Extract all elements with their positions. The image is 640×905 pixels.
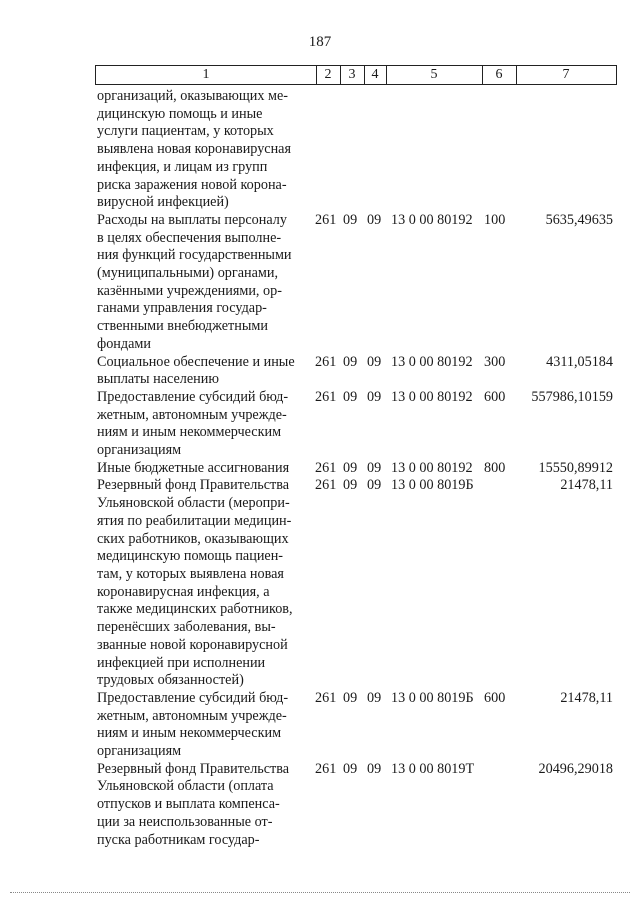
table-row <box>95 460 617 478</box>
row-description <box>95 389 307 460</box>
description-line: организаций, оказывающих ме- <box>97 88 289 104</box>
page-edge-divider <box>10 892 630 893</box>
cell-col-7: 21478,11 <box>560 689 613 706</box>
description-line: там, у которых выявлена новая <box>97 565 284 582</box>
description-line: дицинскую помощь и иные <box>97 105 263 122</box>
description-line: званные новой коронавирусной <box>97 636 288 653</box>
description-line: Резервный фонд Правительства <box>97 760 290 777</box>
description-line: в целях обеспечения выполне- <box>97 229 282 246</box>
table-row <box>95 761 617 850</box>
cell-col-5: 13 0 00 8019Б <box>391 689 474 706</box>
cell-col-7: 15550,89912 <box>538 459 613 476</box>
cell-col-5: 13 0 00 8019Б <box>391 477 474 494</box>
header-col-5: 5 <box>430 67 438 82</box>
description-line: Ульяновской области (оплата <box>97 778 274 795</box>
description-line: Предоставление субсидий бюд- <box>97 388 289 405</box>
cell-col-3: 09 <box>343 353 358 370</box>
cell-col-7: 5635,49635 <box>545 211 613 228</box>
description-line: жетным, автономным учрежде- <box>97 707 287 724</box>
description-line: инфекцией при исполнении <box>97 654 266 671</box>
row-description <box>95 477 307 689</box>
cell-col-3: 09 <box>343 459 358 476</box>
cell-col-4: 09 <box>367 211 382 228</box>
table-row <box>95 690 617 761</box>
row-description <box>95 212 307 354</box>
description-line: ния функций государственными <box>97 247 292 264</box>
header-col-4: 4 <box>371 67 379 82</box>
description-line: коронавирусная инфекция, а <box>97 583 270 600</box>
cell-col-5: 13 0 00 8019Т <box>391 760 475 777</box>
description-line: трудовых обязанностей) <box>97 672 244 689</box>
description-line: также медицинских работников, <box>97 601 293 618</box>
description-line: Резервный фонд Правительства <box>97 477 290 494</box>
description-line: Предоставление субсидий бюд- <box>97 689 289 706</box>
cell-col-5: 13 0 00 80192 <box>391 459 473 476</box>
table-header <box>95 65 617 85</box>
cell-col-3: 09 <box>343 689 358 706</box>
header-col-3: 3 <box>348 67 356 82</box>
cell-col-3: 09 <box>343 760 358 777</box>
description-line: медицинскую помощь пациен- <box>97 548 284 565</box>
description-line: (муниципальными) органами, <box>97 265 279 282</box>
cell-col-4: 09 <box>367 477 382 494</box>
description-line: выплаты населению <box>97 371 219 388</box>
cell-col-2: 261 <box>315 388 337 405</box>
row-description <box>95 354 307 389</box>
cell-col-4: 09 <box>367 459 382 476</box>
description-line: отпусков и выплата компенса- <box>97 796 280 813</box>
description-line: перенёсших заболевания, вы- <box>97 619 276 636</box>
header-col-6: 6 <box>495 67 503 82</box>
table-row <box>95 88 617 212</box>
description-line: Социальное обеспечение и иные <box>97 353 295 370</box>
cell-col-6: 600 <box>484 689 506 706</box>
cell-col-3: 09 <box>343 211 358 228</box>
cell-col-6: 800 <box>484 459 506 476</box>
header-col-1: 1 <box>202 67 210 82</box>
description-line: ских работников, оказывающих <box>97 530 289 547</box>
table-row <box>95 212 617 354</box>
description-line: Расходы на выплаты персоналу <box>97 211 287 228</box>
table-body <box>95 88 617 849</box>
cell-col-4: 09 <box>367 689 382 706</box>
cell-col-4: 09 <box>367 353 382 370</box>
table-row <box>95 477 617 689</box>
description-line: ственными внебюджетными <box>97 318 268 335</box>
cell-col-7: 4311,05184 <box>546 353 613 370</box>
description-line: ганами управления государ- <box>97 300 267 317</box>
table-row <box>95 354 617 389</box>
row-description <box>95 460 307 478</box>
cell-col-2: 261 <box>315 477 337 494</box>
cell-col-7: 20496,29018 <box>538 760 613 777</box>
table-row <box>95 389 617 460</box>
description-line: пуска работникам государ- <box>97 831 260 848</box>
cell-col-7: 21478,11 <box>560 477 613 494</box>
description-line: фондами <box>97 335 151 352</box>
description-line: Ульяновской области (меропри- <box>97 495 290 512</box>
cell-col-5: 13 0 00 80192 <box>391 353 473 370</box>
cell-col-7: 557986,10159 <box>531 388 613 405</box>
cell-col-4: 09 <box>367 388 382 405</box>
header-col-2: 2 <box>324 67 332 82</box>
description-line: организациям <box>97 442 182 459</box>
cell-col-2: 261 <box>315 353 337 370</box>
description-line: ции за неиспользованные от- <box>97 813 273 830</box>
cell-col-4: 09 <box>367 760 382 777</box>
cell-col-6: 100 <box>484 211 506 228</box>
cell-col-2: 261 <box>315 459 337 476</box>
description-line: ниям и иным некоммерческим <box>97 424 282 441</box>
cell-col-2: 261 <box>315 211 337 228</box>
cell-col-5: 13 0 00 80192 <box>391 388 473 405</box>
description-line: вирусной инфекцией) <box>97 194 229 211</box>
cell-col-2: 261 <box>315 760 337 777</box>
description-line: ятия по реабилитации медицин- <box>97 512 292 529</box>
row-description <box>95 690 307 761</box>
description-line: организациям <box>97 743 182 760</box>
description-line: казёнными учреждениями, ор- <box>97 282 282 299</box>
description-line: инфекция, и лицам из групп <box>97 158 268 175</box>
description-line: жетным, автономным учрежде- <box>97 406 287 423</box>
cell-col-3: 09 <box>343 388 358 405</box>
cell-col-3: 09 <box>343 477 358 494</box>
cell-col-6: 300 <box>484 353 506 370</box>
cell-col-6: 600 <box>484 388 506 405</box>
row-description <box>95 88 307 212</box>
cell-col-2: 261 <box>315 689 337 706</box>
header-col-7: 7 <box>562 67 570 82</box>
row-description <box>95 761 307 850</box>
description-line: Иные бюджетные ассигнования <box>97 459 290 476</box>
description-line: ниям и иным некоммерческим <box>97 725 282 742</box>
description-line: выявлена новая коронавирусная <box>97 141 291 158</box>
description-line: риска заражения новой корона- <box>97 176 287 193</box>
cell-col-5: 13 0 00 80192 <box>391 211 473 228</box>
page-number: 187 <box>308 34 332 50</box>
description-line: услуги пациентам, у которых <box>97 123 274 140</box>
